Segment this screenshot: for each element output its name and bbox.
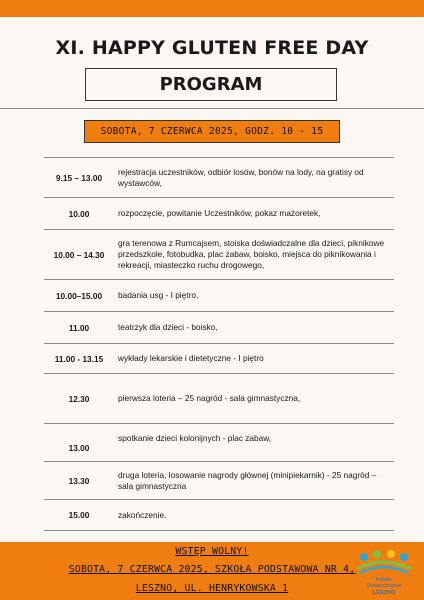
- schedule-row: [44, 279, 394, 311]
- schedule-time: 10.00: [68, 208, 90, 219]
- schedule-time: 11.00 - 13.15: [54, 353, 104, 364]
- schedule-time: 12.30: [68, 393, 90, 404]
- program-heading: PROGRAM: [159, 74, 263, 95]
- schedule-time: 13.30: [68, 475, 90, 486]
- schedule-time: 11.00: [68, 322, 90, 333]
- schedule-description: badania usg - I piętro,: [118, 290, 199, 300]
- schedule-time: 10.00 – 14.30: [53, 249, 105, 260]
- page-title: XI. HAPPY GLUTEN FREE DAY: [55, 37, 369, 59]
- schedule-description: rejestracja uczestników, odbiór losów, bonów na lody, na gratisy od wystawców,: [118, 166, 364, 188]
- schedule-row: [44, 197, 394, 229]
- footer-venue: SOBOTA, 7 CZERWCA 2025, SZKOŁA PODSTAWOWA NR 4,: [68, 564, 356, 575]
- svg-text:Polskie: Polskie: [375, 577, 393, 583]
- svg-text:LESZNO: LESZNO: [372, 590, 396, 595]
- top-accent-bar: [0, 0, 424, 17]
- footer-free-entry: WSTĘP WOLNY!: [175, 546, 249, 557]
- association-logo: [354, 549, 414, 595]
- schedule-row: [44, 461, 394, 499]
- divider-rule: [0, 108, 424, 109]
- svg-text:Stowarzyszenie: Stowarzyszenie: [366, 583, 402, 589]
- date-banner-text: SOBOTA, 7 CZERWCA 2025, GODZ. 10 - 15: [100, 126, 324, 137]
- schedule-description: gra terenowa z Rumcajsem, stoiska doświadczalne dla dzieci, piknikowe przedszkole, fotobudka, plac zabaw, boisko, miejsca do piknikowania i rekreacji, miasteczko ruchu drogowego,: [118, 238, 385, 270]
- schedule-row: [44, 499, 394, 531]
- schedule-time: 13.00: [68, 442, 90, 453]
- schedule-row: [44, 229, 394, 279]
- schedule-row: [44, 157, 394, 197]
- schedule-description: teatrzyk dla dzieci - boisko,: [118, 322, 218, 332]
- schedule-description: druga loteria, losowanie nagrody głównej (minipiekarnik) - 25 nagród – sala gimnastyczna: [118, 469, 377, 491]
- schedule-row: [44, 373, 394, 423]
- schedule-row: [44, 311, 394, 343]
- footer-address: LESZNO, UL. HENRYKOWSKA 1: [135, 583, 289, 594]
- program-heading-box: [85, 68, 337, 101]
- schedule-description: pierwsza loteria – 25 nagród - sala gimnastyczna,: [118, 393, 301, 403]
- schedule-time: 10.00–15.00: [55, 290, 103, 301]
- schedule-row: [44, 343, 394, 373]
- schedule-row: [44, 423, 394, 461]
- schedule-description: spotkanie dzieci kolonijnych - plac zabaw,: [118, 433, 272, 443]
- schedule-description: zakończenie.: [118, 509, 167, 520]
- date-banner: [84, 120, 340, 143]
- schedule-time: 9.15 – 13.00: [55, 172, 103, 183]
- schedule-time: 15.00: [68, 510, 90, 520]
- schedule-description: wykłady lekarskie i dietetyczne - I piętro: [118, 353, 264, 363]
- schedule-description: rozpoczęcie, powitanie Uczestników, pokaz mażoretek,: [118, 208, 321, 218]
